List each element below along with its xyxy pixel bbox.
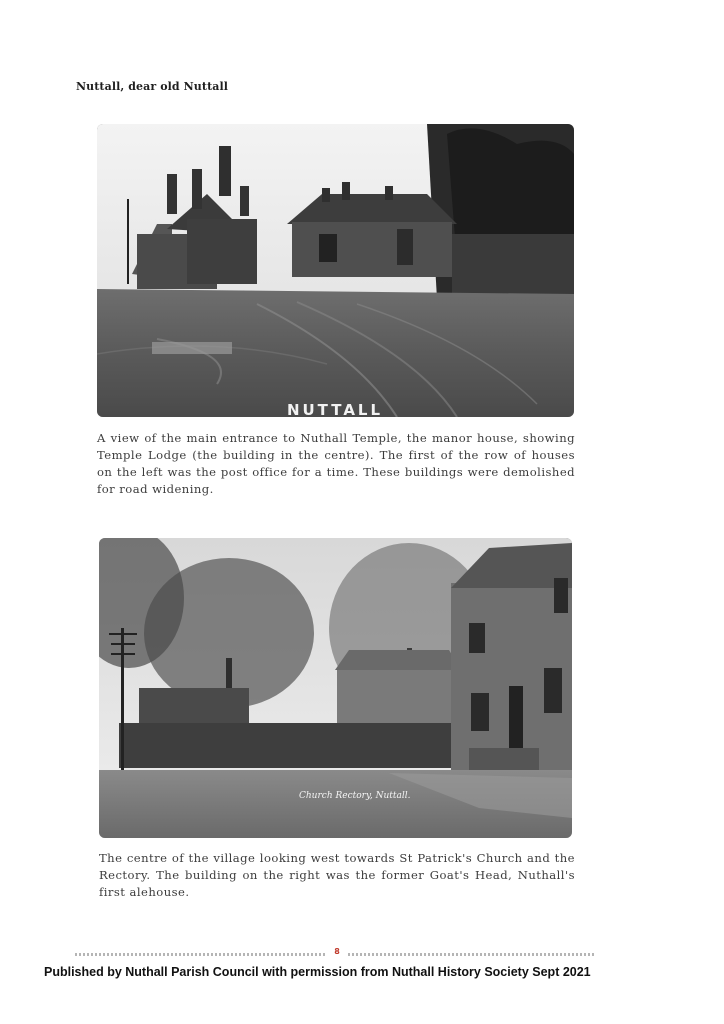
running-head: Nuttall, dear old Nuttall [76, 80, 229, 93]
temple-lodge-photo-image [97, 124, 574, 417]
photo-caption: The centre of the village looking west towards St Patrick's Church and the Rectory. The building on the right was the former Goat's Head, Nuthall's first alehouse. [99, 851, 575, 899]
photo-overlay-caption: Church Rectory, Nuttall. [299, 791, 411, 801]
historic-photo-village-centre [99, 538, 572, 838]
historic-photo-temple-lodge [97, 124, 574, 417]
divider-rule [348, 953, 596, 956]
divider-rule [75, 953, 325, 956]
village-centre-photo-image [99, 538, 572, 838]
publication-footer: Published by Nuthall Parish Council with permission from Nuthall History Society Sept 2021 [44, 965, 591, 979]
photo-overlay-title: NUTTALL [286, 401, 384, 417]
photo-caption: A view of the main entrance to Nuthall Temple, the manor house, showing Temple Lodge (the building in the centre). The first of the row of houses on the left was the post office for a time. These buildings were demolished for road widening. [97, 431, 575, 496]
page-number: 8 [334, 947, 340, 956]
